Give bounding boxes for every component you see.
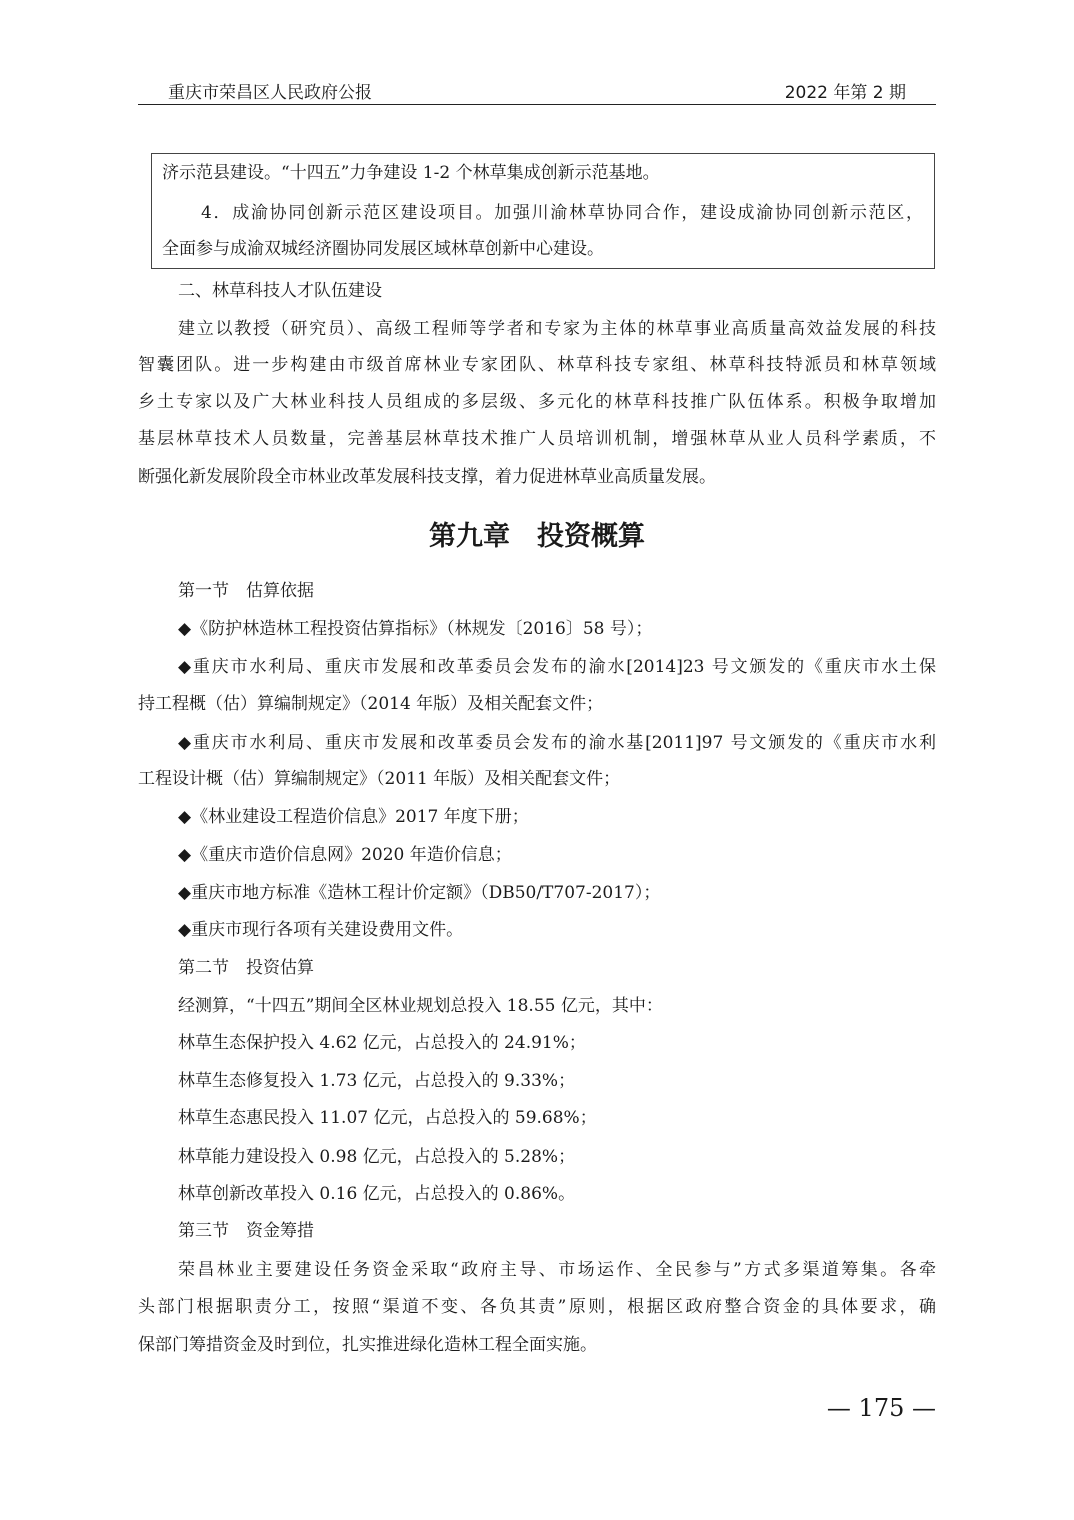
section-heading: 第三节 资金筹措: [178, 1221, 314, 1241]
paragraph-line: 智囊团队。进一步构建由市级首席林业专家团队、林草科技专家组、林草科技特派员和林草领域: [138, 355, 936, 375]
basis-item: ◆重庆市水利局、重庆市发展和改革委员会发布的渝水基[2011]97 号文颁发的《重庆市水利: [178, 733, 936, 753]
estimate-line: 林草创新改革投入 0.16 亿元，占总投入的 0.86%。: [178, 1184, 576, 1204]
estimate-line: 林草生态修复投入 1.73 亿元，占总投入的 9.33%；: [178, 1071, 576, 1091]
estimate-line: 经测算，“十四五”期间全区林业规划总投入 18.55 亿元，其中：: [178, 996, 663, 1016]
publication-title: 重庆市荣昌区人民政府公报: [168, 83, 372, 103]
issue-number: 2022 年第 2 期: [784, 83, 906, 103]
paragraph-line: 乡土专家以及广大林业科技人员组成的多层级、多元化的林草科技推广队伍体系。积极争取增加: [138, 392, 936, 412]
basis-item: ◆重庆市现行各项有关建设费用文件。: [178, 920, 464, 940]
page-number: — 175 —: [826, 1394, 936, 1422]
paragraph-line: 断强化新发展阶段全市林业改革发展科技支撑，着力促进林草业高质量发展。: [138, 467, 716, 487]
box-line: 全面参与成渝双城经济圈协同发展区域林草创新中心建设。: [162, 239, 604, 259]
box-line: 济示范县建设。“十四五”力争建设 1-2 个林草集成创新示范基地。: [162, 163, 660, 183]
paragraph-line: 保部门筹措资金及时到位，扎实推进绿化造林工程全面实施。: [138, 1335, 597, 1355]
page-header: [138, 78, 936, 105]
paragraph-line: 建立以教授（研究员）、高级工程师等学者和专家为主体的林草事业高质量高效益发展的科技: [178, 319, 936, 339]
box-line: 4．成渝协同创新示范区建设项目。加强川渝林草协同合作，建设成渝协同创新示范区，: [201, 203, 923, 223]
basis-item: ◆重庆市水利局、重庆市发展和改革委员会发布的渝水[2014]23 号文颁发的《重庆市水土保: [178, 657, 936, 677]
paragraph-line: 荣昌林业主要建设任务资金采取“政府主导、市场运作、全民参与”方式多渠道筹集。各牵: [178, 1260, 936, 1280]
estimate-line: 林草能力建设投入 0.98 亿元，占总投入的 5.28%；: [178, 1147, 576, 1167]
basis-item: ◆《防护林造林工程投资估算指标》（林规发〔2016〕58 号）；: [178, 619, 653, 639]
basis-item: ◆《重庆市造价信息网》2020 年造价信息；: [178, 845, 512, 865]
basis-item: 持工程概（估）算编制规定》（2014 年版）及相关配套文件；: [138, 694, 604, 714]
basis-item: ◆重庆市地方标准《造林工程计价定额》（DB50/T707-2017）；: [178, 883, 661, 903]
estimate-line: 林草生态惠民投入 11.07 亿元，占总投入的 59.68%；: [178, 1108, 597, 1128]
basis-item: 工程设计概（估）算编制规定》（2011 年版）及相关配套文件；: [138, 769, 621, 789]
chapter-title: 第九章 投资概算: [429, 521, 645, 552]
section-heading: 第一节 估算依据: [178, 581, 314, 601]
paragraph-line: 头部门根据职责分工，按照“渠道不变、各负其责”原则，根据区政府整合资金的具体要求，确: [138, 1297, 936, 1317]
basis-item: ◆《林业建设工程造价信息》2017 年度下册；: [178, 807, 529, 827]
paragraph-line: 基层林草技术人员数量，完善基层林草技术推广人员培训机制，增强林草从业人员科学素质，不: [138, 429, 936, 449]
section-heading: 第二节 投资估算: [178, 958, 314, 978]
estimate-line: 林草生态保护投入 4.62 亿元，占总投入的 24.91%；: [178, 1033, 586, 1053]
section-heading: 二、林草科技人才队伍建设: [178, 281, 382, 301]
